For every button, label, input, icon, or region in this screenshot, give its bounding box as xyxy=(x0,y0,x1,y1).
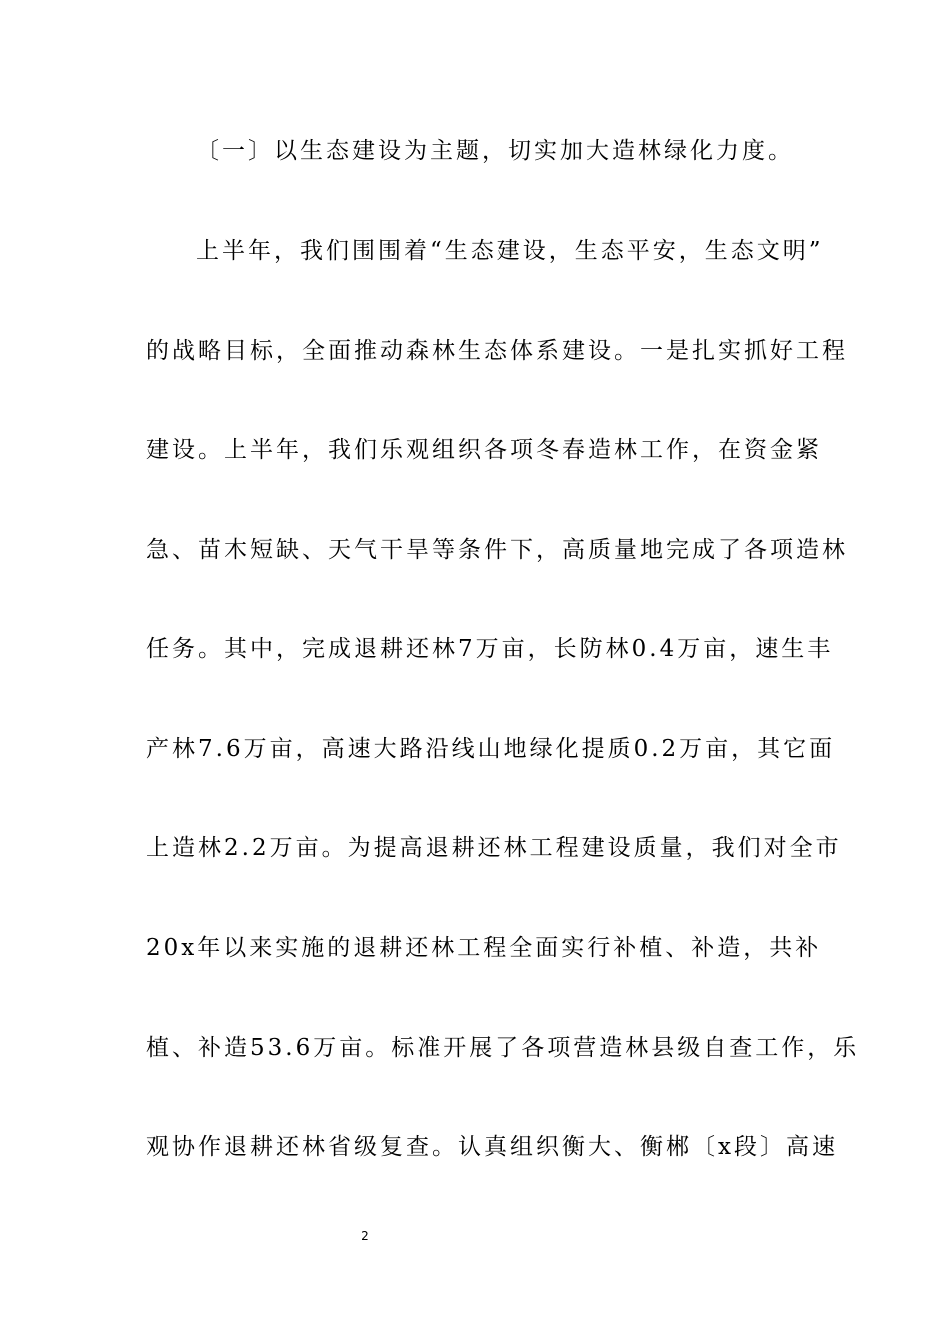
paragraph-line-5: 任务。其中，完成退耕还林7万亩，长防林0.4万亩，速生丰 xyxy=(146,636,834,662)
paragraph-line-6: 产林7.6万亩，高速大路沿线山地绿化提质0.2万亩，其它面 xyxy=(146,736,836,762)
paragraph-line-4: 急、苗木短缺、天气干旱等条件下，高质量地完成了各项造林 xyxy=(146,537,848,563)
paragraph-line-1: 上半年，我们围围着“生态建设，生态平安，生态文明” xyxy=(196,238,824,264)
paragraph-line-3: 建设。上半年，我们乐观组织各项冬春造林工作，在资金紧 xyxy=(146,437,822,463)
paragraph-line-9: 植、补造53.6万亩。标准开展了各项营造林县级自查工作，乐 xyxy=(146,1035,860,1061)
paragraph-line-10: 观协作退耕还林省级复查。认真组织衡大、衡郴〔x段〕高速 xyxy=(146,1134,838,1160)
section-heading: 〔一〕以生态建设为主题，切实加大造林绿化力度。 xyxy=(196,138,794,164)
paragraph-line-7: 上造林2.2万亩。为提高退耕还林工程建设质量，我们对全市 xyxy=(146,835,842,861)
page-number: 2 xyxy=(361,1229,369,1243)
paragraph-line-2: 的战略目标，全面推动森林生态体系建设。一是扎实抓好工程 xyxy=(146,338,848,364)
paragraph-line-8: 20x年以来实施的退耕还林工程全面实行补植、补造，共补 xyxy=(146,935,822,961)
